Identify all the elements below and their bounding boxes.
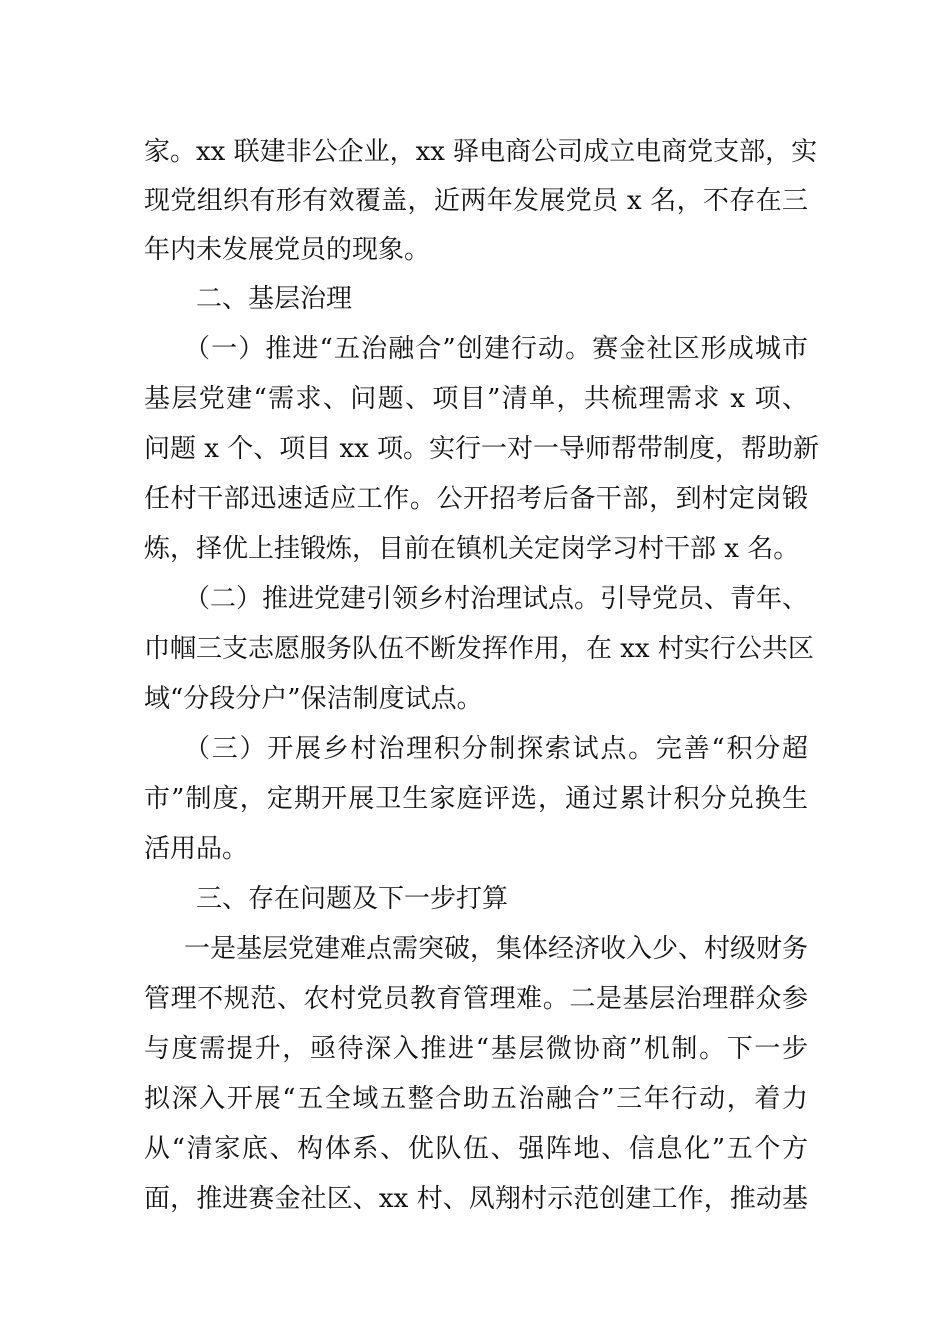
paragraph-line: 现党组织有形有效覆盖，近两年发展党员 x 名，不存在三 [144, 186, 808, 216]
paragraph-line: 面，推进赛金社区、xx 村、凤翔村示范创建工作，推动基 [144, 1184, 808, 1214]
paragraph-line: （三）开展乡村治理积分制探索试点。完善“积分超 [184, 734, 808, 764]
paragraph-line: 与度需提升，亟待深入推进“基层微协商”机制。下一步 [144, 1034, 808, 1064]
paragraph-line: 管理不规范、农村党员教育管理难。二是基层治理群众参 [144, 984, 808, 1014]
paragraph-line: （一）推进“五治融合”创建行动。赛金社区形成城市 [184, 334, 808, 364]
paragraph-line: 活用品。 [144, 834, 249, 864]
paragraph-line: 一是基层党建难点需突破，集体经济收入少、村级财务 [184, 934, 809, 964]
paragraph-line: 问题 x 个、项目 xx 项。实行一对一导师帮带制度，帮助新 [144, 434, 820, 464]
paragraph-line: 年内未发展党员的现象。 [144, 235, 431, 265]
paragraph-line: 家。xx 联建非公企业，xx 驿电商公司成立电商党支部，实 [144, 137, 818, 167]
paragraph-line: 任村干部迅速适应工作。公开招考后备干部，到村定岗锻 [144, 484, 808, 514]
paragraph-line: 从“清家底、构体系、优队伍、强阵地、信息化”五个方 [144, 1134, 808, 1164]
paragraph-line: 拟深入开展“五全域五整合助五治融合”三年行动，着力 [144, 1084, 808, 1114]
paragraph-line: 市”制度，定期开展卫生家庭评选，通过累计积分兑换生 [144, 784, 808, 814]
section-heading: 二、基层治理 [196, 284, 353, 314]
paragraph-line: 巾帼三支志愿服务队伍不断发挥作用，在 xx 村实行公共区 [144, 634, 814, 664]
paragraph-line: （二）推进党建引领乡村治理试点。引导党员、青年、 [184, 584, 809, 614]
paragraph-line: 炼，择优上挂锻炼，目前在镇机关定岗学习村干部 x 名。 [144, 534, 800, 564]
section-heading: 三、存在问题及下一步打算 [196, 884, 509, 914]
paragraph-line: 域“分段分户”保洁制度试点。 [144, 684, 483, 714]
paragraph-line: 基层党建“需求、问题、项目”清单，共梳理需求 x 项、 [144, 384, 808, 414]
